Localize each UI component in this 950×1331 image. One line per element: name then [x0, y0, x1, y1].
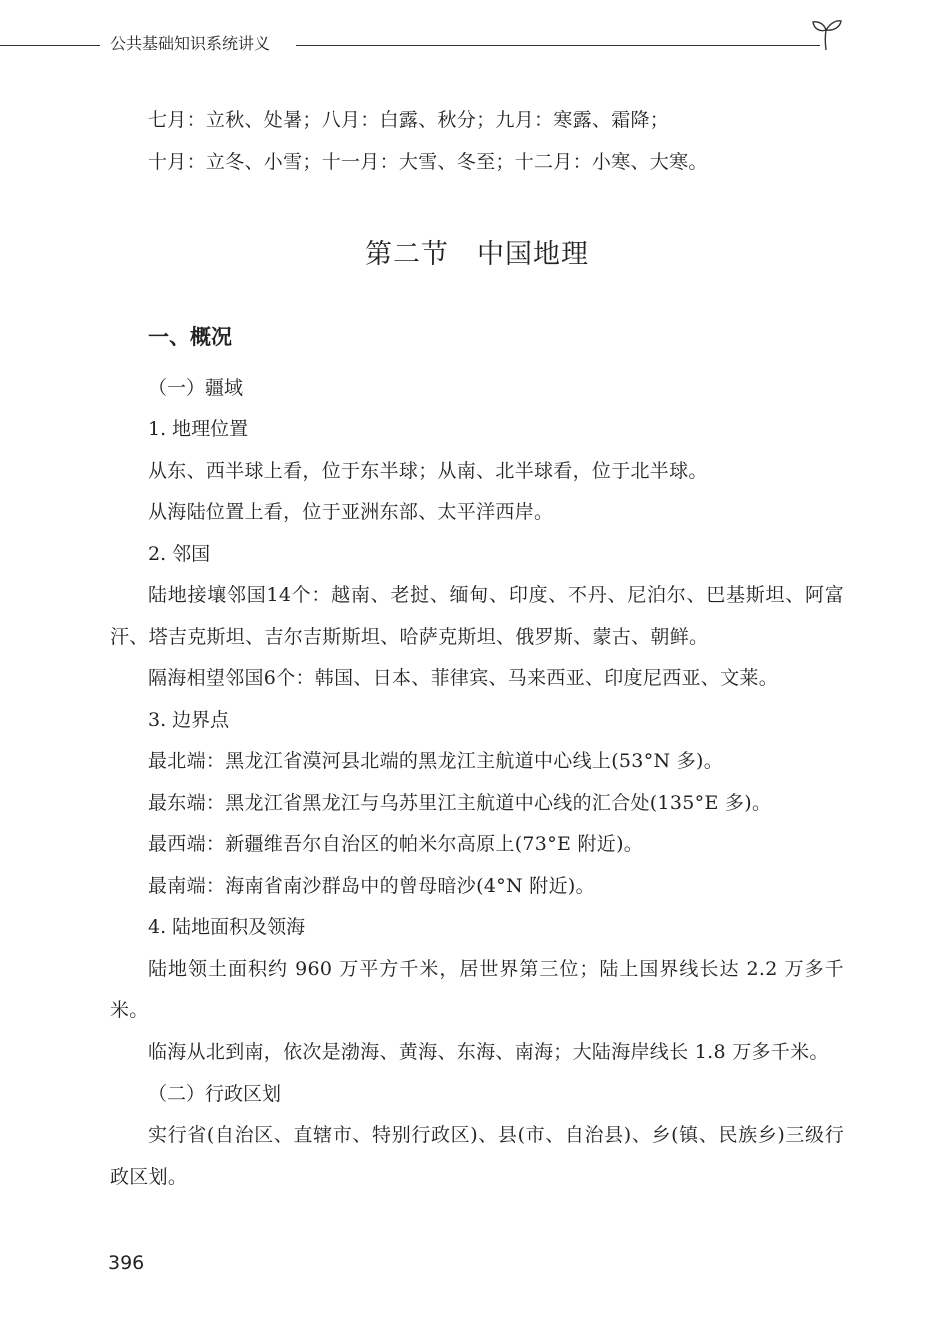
body-paragraph: 陆地接壤邻国14个：越南、老挝、缅甸、印度、不丹、尼泊尔、巴基斯坦、阿富汗、塔吉克斯坦、吉尔吉斯斯坦、哈萨克斯坦、俄罗斯、蒙古、朝鲜。 [110, 584, 844, 648]
body-paragraph: 最东端：黑龙江省黑龙江与乌苏里江主航道中心线的汇合处(135°E 多)。 [148, 791, 772, 814]
body-paragraph: 陆地领土面积约 960 万平方千米，居世界第三位；陆上国界线长达 2.2 万多千米。 [110, 957, 844, 1021]
body-paragraph: 实行省(自治区、直辖市、特别行政区)、县(市、自治县)、乡(镇、民族乡)三级行政区划。 [110, 1124, 844, 1188]
header-rule-right [296, 45, 820, 46]
item-heading: 1. 地理位置 [148, 418, 249, 440]
page-content [110, 100, 844, 1198]
solar-terms-line: 七月：立秋、处暑；八月：白露、秋分；九月：寒露、霜降； [148, 109, 670, 131]
sprout-icon [808, 12, 844, 52]
body-paragraph: 从海陆位置上看，位于亚洲东部、太平洋西岸。 [148, 501, 554, 523]
body-paragraph: 临海从北到南，依次是渤海、黄海、东海、南海；大陆海岸线长 1.8 万多千米。 [148, 1040, 829, 1063]
section-title: 第二节 中国地理 [365, 239, 589, 270]
part-heading: 一、概况 [148, 325, 232, 349]
body-paragraph: 隔海相望邻国6个：韩国、日本、菲律宾、马来西亚、印度尼西亚、文莱。 [148, 667, 778, 689]
running-header-title: 公共基础知识系统讲义 [110, 34, 271, 53]
subsection-heading-admin: （二）行政区划 [148, 1083, 282, 1105]
body-paragraph: 最西端：新疆维吾尔自治区的帕米尔高原上(73°E 附近)。 [148, 833, 644, 855]
solar-terms-line: 十月：立冬、小雪；十一月：大雪、冬至；十二月：小寒、大寒。 [148, 150, 708, 173]
item-heading: 2. 邻国 [148, 542, 211, 565]
subsection-heading-territory: （一）疆域 [148, 377, 244, 399]
item-heading: 4. 陆地面积及领海 [148, 916, 306, 938]
body-paragraph: 最南端：海南省南沙群岛中的曾母暗沙(4°N 附近)。 [148, 874, 595, 897]
item-heading: 3. 边界点 [148, 708, 230, 731]
header-rule-left [0, 45, 100, 46]
body-paragraph: 最北端：黑龙江省漠河县北端的黑龙江主航道中心线上(53°N 多)。 [148, 750, 724, 772]
page-number: 396 [108, 1252, 145, 1274]
body-paragraph: 从东、西半球上看，位于东半球；从南、北半球看，位于北半球。 [148, 459, 708, 482]
